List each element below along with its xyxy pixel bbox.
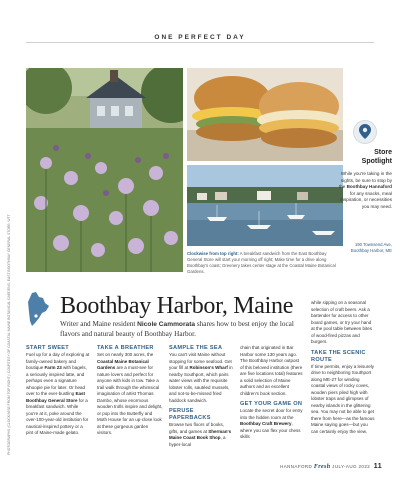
section-heading: SAMPLE THE SEA — [169, 345, 223, 351]
maine-state-icon — [26, 292, 50, 326]
column-breather — [97, 345, 163, 441]
column-start-sweet — [26, 345, 90, 441]
section-body: Set on nearly 300 acres, the Coastal Maine Botanical Gardens are a must-see for nature lovers and perfect for anyone with kids in tow. Take a trail walk through the whimsical imagination of artist Thomas Dambo, whose enormous wooden trolls inspire and delight, or pop into the Butterfly and Moth House for an up-close look at these gorgeous garden visitors. — [97, 352, 163, 435]
section-body: If time permits, enjoy a leisurely drive to neighboring Southport along ME-27 for winding coastal views of rocky coves, wooden piers piled high with lobster traps and glimpses of nearby islands in the glittering sea. You may not be able to get there from here—as the famous Maine saying goes—but you can certainly enjoy the view. — [311, 363, 375, 434]
section-body: chain that originated in Bar Harbor some 130 years ago. The Boothbay Harbor outpost of this beloved institution (there are five locations total) features a solid selection of Maine authors and an excellent children's book section. — [240, 345, 303, 396]
store-spotlight-body: While you're taking in the sights, be sure to stop by the Boothbay Hannaford for any snacks, meal inspiration, or necessities you may need. — [338, 171, 392, 209]
page-number: 11 — [373, 463, 382, 470]
harbor-photo — [187, 165, 343, 246]
section-body: Locate the secret door for entry into the hidden room at the Boothbay Craft Brewery, where you can flex your chess skills — [240, 408, 303, 439]
section-body: Browse two floors of books, gifts, and games at Sherman's Maine Coast Book Shop, a hyper-local — [169, 422, 232, 447]
photo-credit: PHOTOGRAPHS (CLOCKWISE FROM TOP RIGHT): COURTESY OF COASTAL MAINE BOTANICAL GARDENS; EAST BOOTHBAY GENERAL STORE; WTT — [7, 214, 11, 455]
page-footer: HANNAFORD Fresh JULY-AUG 2022 11 — [280, 463, 382, 470]
column-sea — [169, 345, 233, 452]
garden-photo — [26, 68, 183, 272]
section-heading: TAKE A BREATHER — [97, 345, 154, 351]
section-heading: TAKE THE SCENIC ROUTE — [311, 349, 366, 363]
section-label: ONE PERFECT DAY — [0, 34, 400, 41]
map-pin-icon — [353, 120, 377, 144]
section-body: while sipping on a seasonal selection of craft beers. Ask a bartender for access to other board games, or try your hand at the pool table between bites of wood-fired pizzas and burgers. — [311, 300, 373, 344]
column-game — [240, 345, 304, 445]
section-heading: GET YOUR GAME ON — [240, 401, 303, 407]
column-scenic — [311, 300, 375, 439]
section-body: Fuel up for a day of exploring at family-owned bakery and boutique Farm 23 with bagels, a seriously inspired latte, and perhaps even a signature whoopie pie for later. Or head over to the ever-bustling East Boothbay General Store for a breakfast sandwich. While you're at it, poke around the over-100-year-old institution for nautical-inspired pottery or a pint of Maine-made gelato. — [26, 352, 90, 435]
section-body: You can't visit Maine without stopping for some seafood. Get your fill at Robinson's Wharf in nearby Southport, which pairs water views with the requisite lobster rolls, sautéed mussels, and not-to-be-missed fried haddock sandwich. — [169, 352, 233, 403]
section-heading: PERUSE PAPERBACKS — [169, 408, 211, 421]
photo-caption: Clockwise from top right: A breakfast sandwich from the East Boothbay General Store will start your morning off right; Make time for a drive along Boothbay's coast; Greenery takes center stage at the Coastal Maine Botanical Gardens. — [187, 251, 336, 274]
header-rule — [26, 42, 374, 43]
store-spotlight-title: Store Spotlight — [361, 149, 392, 165]
sandwich-photo — [187, 68, 343, 161]
article-title: Boothbay Harbor, Maine — [60, 293, 294, 319]
article-deck: Writer and Maine resident Nicole Cammorata shares how to best enjoy the local flavors and natural beauty of Boothbay Harbor. — [60, 320, 294, 338]
section-heading: START SWEET — [26, 345, 69, 351]
store-address: 190 Townsend Ave, Boothbay Harbor, ME — [350, 242, 392, 253]
